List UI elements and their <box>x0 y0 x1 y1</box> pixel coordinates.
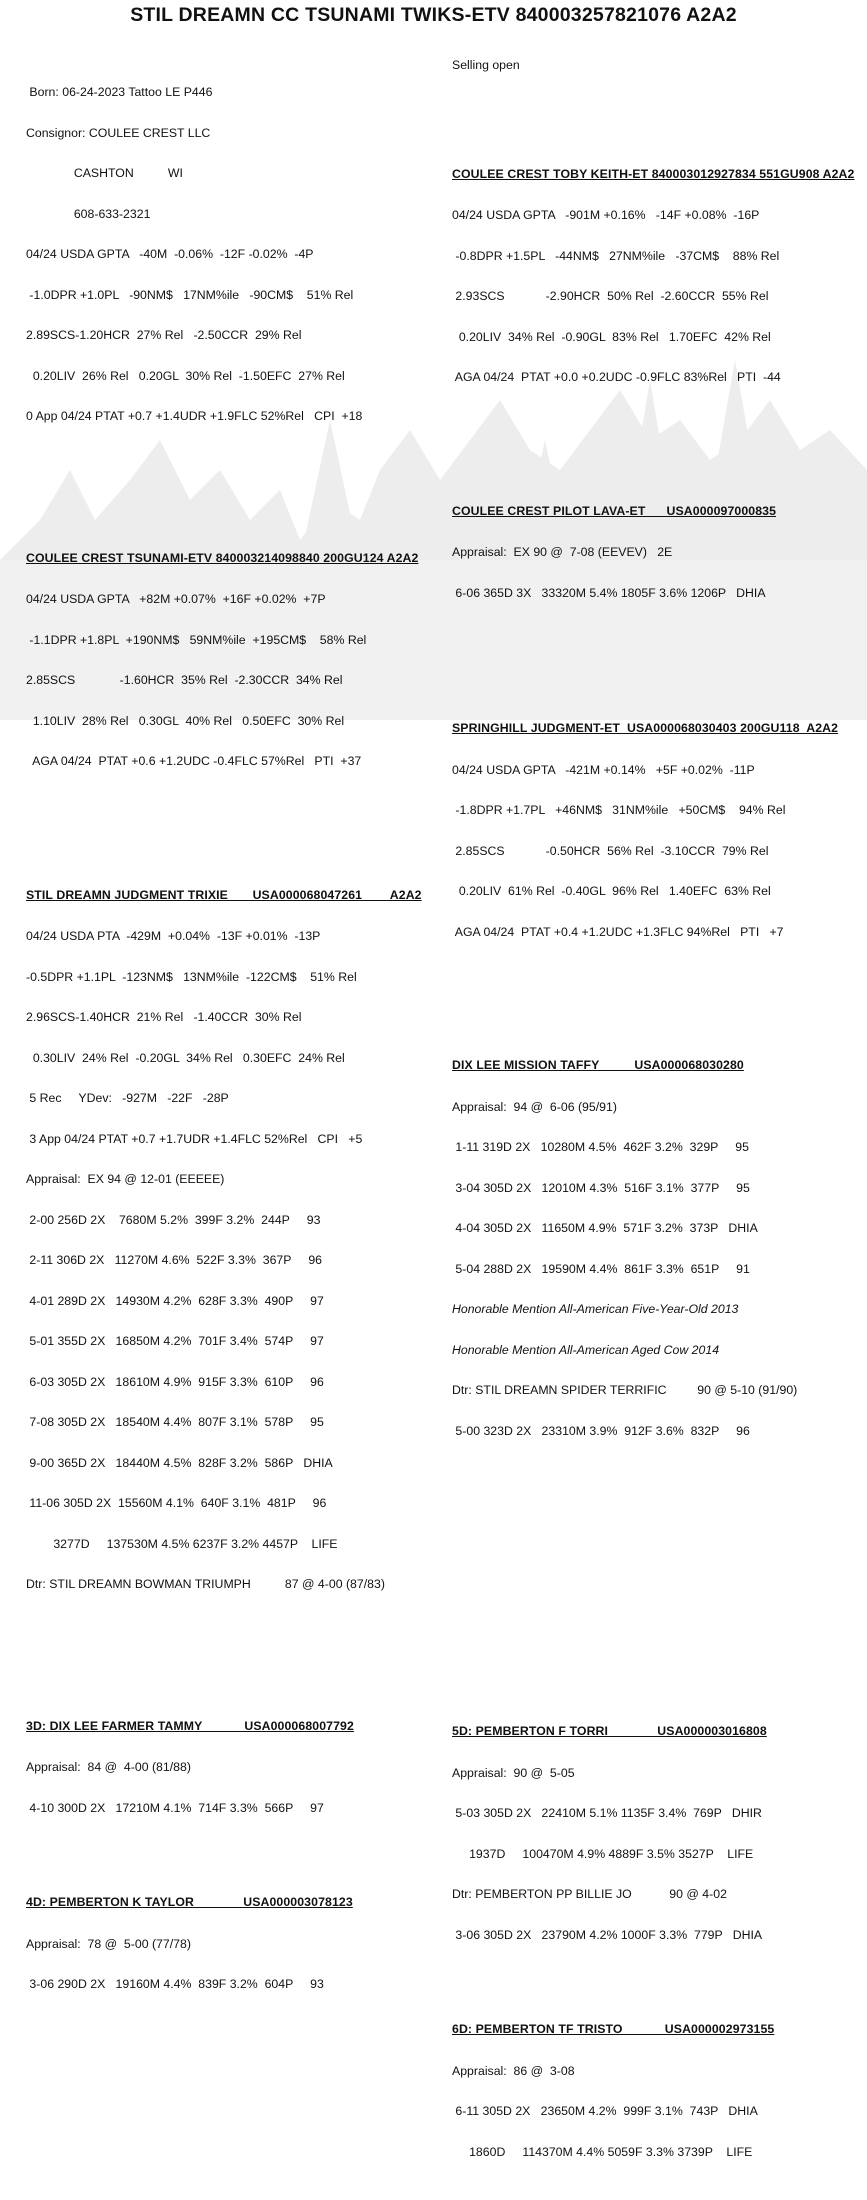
animal-line: Consignor: COULEE CREST LLC <box>26 125 211 140</box>
fourth-dam-section <box>26 1869 446 2019</box>
second-dam-header: DIX LEE MISSION TAFFY USA000068030280 <box>452 1058 744 1072</box>
second-dam-line: Appraisal: 94 @ 6-06 (95/91) <box>452 1099 617 1114</box>
dam-of-sire-line: 6-06 365D 3X 33320M 5.4% 1805F 3.6% 1206P DHIA <box>452 585 766 600</box>
fifth-dam-section <box>452 1698 862 1969</box>
animal-line: CASHTON WI <box>26 166 183 180</box>
sire-of-dam-header: SPRINGHILL JUDGMENT-ET USA000068030403 200GU118 A2A2 <box>452 721 839 735</box>
selling-status: Selling open <box>452 58 520 72</box>
sire-line: 2.85SCS -1.60HCR 35% Rel -2.30CCR 34% Rel <box>26 673 343 687</box>
sire-line: 04/24 USDA GPTA +82M +0.07% +16F +0.02% +7P <box>26 592 326 606</box>
sire-of-sire-line: 04/24 USDA GPTA -901M +0.16% -14F +0.08% -16P <box>452 208 760 222</box>
dam-of-sire-section <box>452 478 862 628</box>
dam-line: 3 App 04/24 PTAT +0.7 +1.7UDR +1.4FLC 52%Rel CPI +5 <box>26 1131 363 1146</box>
sixth-dam-line: 1860D 114370M 4.4% 5059F 3.3% 3739P LIFE <box>452 2144 753 2159</box>
sire-of-dam-line: 2.85SCS -0.50HCR 56% Rel -3.10CCR 79% Rel <box>452 843 769 858</box>
dam-line: -0.5DPR +1.1PL -123NM$ 13NM%ile -122CM$ 51% Rel <box>26 969 357 984</box>
sire-section <box>26 525 446 796</box>
sire-of-sire-line: 0.20LIV 34% Rel -0.90GL 83% Rel 1.70EFC 42% Rel <box>452 329 771 344</box>
third-dam-line: 4-10 300D 2X 17210M 4.1% 714F 3.3% 566P 97 <box>26 1800 324 1815</box>
sire-line: -1.1DPR +1.8PL +190NM$ 59NM%ile +195CM$ 58% Rel <box>26 632 367 647</box>
dam-line: 2-11 306D 2X 11270M 4.6% 522F 3.3% 367P 96 <box>26 1253 323 1267</box>
page-title: STIL DREAMN CC TSUNAMI TWIKS-ETV 840003257821076 A2A2 <box>130 4 737 26</box>
dam-line: 6-03 305D 2X 18610M 4.9% 915F 3.3% 610P 96 <box>26 1374 324 1389</box>
animal-line: 04/24 USDA GPTA -40M -0.06% -12F -0.02% -4P <box>26 247 314 261</box>
sixth-dam-section <box>452 1996 862 2186</box>
dam-header: STIL DREAMN JUDGMENT TRIXIE USA000068047261 A2A2 <box>26 887 422 902</box>
dam-line: 9-00 365D 2X 18440M 4.5% 828F 3.2% 586P DHIA <box>26 1455 333 1470</box>
sire-of-dam-line: AGA 04/24 PTAT +0.4 +1.2UDC +1.3FLC 94%Rel PTI +7 <box>452 924 784 939</box>
honor-line: Honorable Mention All-American Five-Year-Old 2013 <box>452 1302 739 1316</box>
sire-of-sire-line: 2.93SCS -2.90HCR 50% Rel -2.60CCR 55% Rel <box>452 289 769 303</box>
honor-line: Honorable Mention All-American Aged Cow 2014 <box>452 1342 720 1357</box>
sire-of-dam-line: 0.20LIV 61% Rel -0.40GL 96% Rel 1.40EFC 63% Rel <box>452 884 771 898</box>
sire-of-sire-header: COULEE CREST TOBY KEITH-ET 840003012927834 551GU908 A2A2 <box>452 166 855 181</box>
second-dam-line: 3-04 305D 2X 12010M 4.3% 516F 3.1% 377P 95 <box>452 1180 750 1195</box>
sire-line: 1.10LIV 28% Rel 0.30GL 40% Rel 0.50EFC 30% Rel <box>26 713 345 728</box>
second-dam-line: 4-04 305D 2X 11650M 4.9% 571F 3.2% 373P DHIA <box>452 1221 758 1235</box>
animal-line: 608-633-2321 <box>26 206 151 221</box>
sire-line: AGA 04/24 PTAT +0.6 +1.2UDC -0.4FLC 57%Rel PTI +37 <box>26 754 362 768</box>
dam-line: Appraisal: EX 94 @ 12-01 (EEEEE) <box>26 1172 225 1186</box>
sire-of-dam-section <box>452 695 862 966</box>
animal-line: -1.0DPR +1.0PL -90NM$ 17NM%ile -90CM$ 51% Rel <box>26 287 354 302</box>
third-dam-header: 3D: DIX LEE FARMER TAMMY USA000068007792 <box>26 1718 354 1733</box>
animal-line: 2.89SCS-1.20HCR 27% Rel -2.50CCR 29% Rel <box>26 328 302 342</box>
fourth-dam-line: Appraisal: 78 @ 5-00 (77/78) <box>26 1936 191 1951</box>
second-dam-dtr-line: Dtr: STIL DREAMN SPIDER TERRIFIC 90 @ 5-10 (91/90) <box>452 1383 798 1397</box>
dam-line: 7-08 305D 2X 18540M 4.4% 807F 3.1% 578P 95 <box>26 1415 324 1429</box>
sire-of-dam-line: -1.8DPR +1.7PL +46NM$ 31NM%ile +50CM$ 94% Rel <box>452 803 786 817</box>
sire-of-dam-line: 04/24 USDA GPTA -421M +0.14% +5F +0.02% -11P <box>452 762 755 777</box>
dam-line: 5 Rec YDev: -927M -22F -28P <box>26 1091 229 1105</box>
sixth-dam-line: Appraisal: 86 @ 3-08 <box>452 2063 575 2078</box>
right-column <box>452 32 862 2200</box>
dam-of-sire-header: COULEE CREST PILOT LAVA-ET USA000097000835 <box>452 503 777 518</box>
fifth-dam-line: 1937D 100470M 4.9% 4889F 3.5% 3527P LIFE <box>452 1846 754 1861</box>
fourth-dam-line: 3-06 290D 2X 19160M 4.4% 839F 3.2% 604P 93 <box>26 1977 324 1991</box>
dam-section <box>26 862 446 1619</box>
fifth-dam-line: 5-03 305D 2X 22410M 5.1% 1135F 3.4% 769P DHIR <box>452 1806 762 1820</box>
dam-line: 11-06 305D 2X 15560M 4.1% 640F 3.1% 481P 96 <box>26 1496 327 1510</box>
animal-info <box>26 59 446 451</box>
dam-line: Dtr: STIL DREAMN BOWMAN TRIUMPH 87 @ 4-00 (87/83) <box>26 1577 385 1591</box>
sire-header: COULEE CREST TSUNAMI-ETV 840003214098840 200GU124 A2A2 <box>26 550 419 565</box>
animal-line: 0 App 04/24 PTAT +0.7 +1.4UDR +1.9FLC 52%Rel CPI +18 <box>26 409 363 423</box>
fifth-dam-header: 5D: PEMBERTON F TORRI USA000003016808 <box>452 1724 767 1738</box>
dam-line: 0.30LIV 24% Rel -0.20GL 34% Rel 0.30EFC 24% Rel <box>26 1050 345 1065</box>
dam-line: 5-01 355D 2X 16850M 4.2% 701F 3.4% 574P 97 <box>26 1334 324 1348</box>
second-dam-line: 1-11 319D 2X 10280M 4.5% 462F 3.2% 329P 95 <box>452 1140 749 1154</box>
fourth-dam-header: 4D: PEMBERTON K TAYLOR USA000003078123 <box>26 1895 353 1909</box>
sire-of-sire-section <box>452 141 862 412</box>
sire-of-sire-line: AGA 04/24 PTAT +0.0 +0.2UDC -0.9FLC 83%Rel PTI -44 <box>452 370 781 384</box>
dam-line: 4-01 289D 2X 14930M 4.2% 628F 3.3% 490P 97 <box>26 1293 324 1308</box>
sixth-dam-header: 6D: PEMBERTON TF TRISTO USA000002973155 <box>452 2022 775 2036</box>
fifth-dam-line: Appraisal: 90 @ 5-05 <box>452 1765 575 1780</box>
second-dam-section <box>452 1032 862 1465</box>
dam-of-sire-line: Appraisal: EX 90 @ 7-08 (EEVEV) 2E <box>452 545 673 559</box>
fifth-dam-line: 3-06 305D 2X 23790M 4.2% 1000F 3.3% 779P DHIA <box>452 1927 763 1942</box>
second-dam-dtr-line: 5-00 323D 2X 23310M 3.9% 912F 3.6% 832P 96 <box>452 1423 750 1438</box>
second-dam-line: 5-04 288D 2X 19590M 4.4% 861F 3.3% 651P 91 <box>452 1261 750 1276</box>
animal-line: 0.20LIV 26% Rel 0.20GL 30% Rel -1.50EFC 27% Rel <box>26 368 345 383</box>
fifth-dam-line: Dtr: PEMBERTON PP BILLIE JO 90 @ 4-02 <box>452 1887 727 1901</box>
animal-line: Born: 06-24-2023 Tattoo LE P446 <box>26 85 213 99</box>
dam-line: 04/24 USDA PTA -429M +0.04% -13F +0.01% -13P <box>26 929 321 943</box>
dam-line: 3277D 137530M 4.5% 6237F 3.2% 4457P LIFE <box>26 1536 338 1551</box>
sire-of-sire-line: -0.8DPR +1.5PL -44NM$ 27NM%ile -37CM$ 88% Rel <box>452 248 780 263</box>
dam-line: 2-00 256D 2X 7680M 5.2% 399F 3.2% 244P 93 <box>26 1212 321 1227</box>
sixth-dam-line: 6-11 305D 2X 23650M 4.2% 999F 3.1% 743P DHIA <box>452 2104 758 2118</box>
dam-line: 2.96SCS-1.40HCR 21% Rel -1.40CCR 30% Rel <box>26 1010 302 1024</box>
third-dam-line: Appraisal: 84 @ 4-00 (81/88) <box>26 1760 191 1774</box>
third-dam-section <box>26 1693 446 1843</box>
left-column <box>26 32 446 2032</box>
